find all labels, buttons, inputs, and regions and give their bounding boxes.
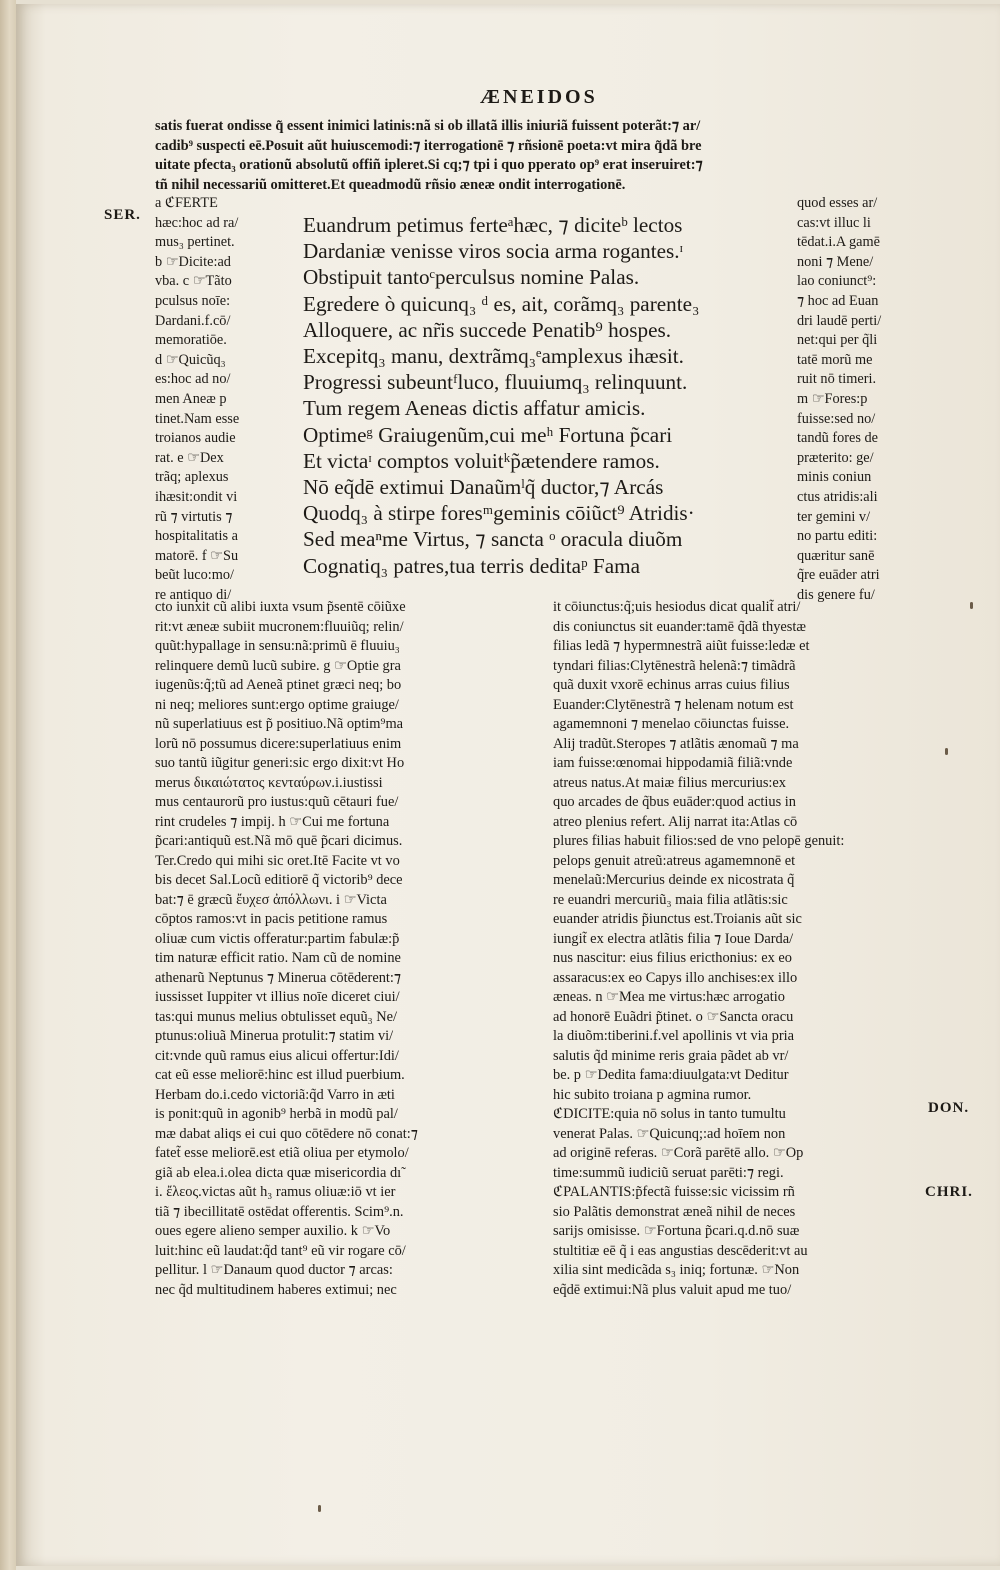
commentary-line: mus₃ pertinet. xyxy=(155,234,235,251)
gloss-line: quã duxit vxorē echinus arras cuius filius xyxy=(553,677,790,693)
gloss-line: assaracus:ex eo Capys illo anchises:ex illo xyxy=(553,969,798,986)
gloss-line: ℭDICITE:quia nō solus in tanto tumultu xyxy=(553,1106,786,1122)
gloss-line: athenarũ Neptunus ⁊ Minerua cōtēderent:⁊ xyxy=(155,969,402,986)
gloss-line: is ponit:quũ in agonib⁹ herbã in modũ pal/ xyxy=(155,1106,398,1122)
commentary-line: no partu editi: xyxy=(797,528,878,545)
gloss-line: ad honorē Euãdri p̃tinet. o ☞Sancta oracu xyxy=(553,1008,794,1025)
verse-line: Obstipuit tantoᶜperculsus nomine Palas. xyxy=(303,265,640,290)
gloss-line: tas:qui munus melius obtulisset equũ₃ Ne/ xyxy=(155,1008,398,1025)
commentary-line: hospitalitatis a xyxy=(155,528,238,545)
commentary-line: ter gemini v/ xyxy=(797,508,871,525)
gloss-line: fatet̃ esse meliorē.est etiã oliua per etymolo/ xyxy=(155,1145,409,1161)
gloss-line: filias ledã ⁊ hypermnestrã aiũt fuisse:ledæ et xyxy=(553,638,810,654)
commentary-line: m ☞Fores:p xyxy=(797,390,868,407)
gloss-line: cat eũ esse meliorē:hinc est illud puerbium. xyxy=(155,1067,405,1083)
gloss-line: salutis q̃d minime reris graia pãdet ab vr/ xyxy=(553,1047,789,1064)
intro-line: uitate pfecta₃ orationũ absolutũ offiñ ipleret.Si cq;⁊ tpi i quo pperato op⁹ erat inseruiret:⁊ xyxy=(155,157,703,173)
gloss-line: ni neq; meliores sunt:ergo optime graiuge/ xyxy=(155,696,399,713)
commentary-line: pculsus noīe: xyxy=(155,292,231,309)
gloss-line: Euander:Clytēnestrã ⁊ helenam notum est xyxy=(553,696,794,713)
commentary-line: a ℭFERTE xyxy=(155,195,218,211)
gloss-line: ad originē referas. ☞Corã parētē allo. ☞Op xyxy=(553,1145,804,1161)
gloss-line: nus nascitur: eius filius ericthonius: ex eo xyxy=(553,950,792,966)
gloss-line: iugenũs:q̃;tũ ad Aeneã ptinet græci neq; bo xyxy=(155,677,402,693)
gloss-line: pelops genuit atreũ:atreus agamemnonē et xyxy=(553,852,796,869)
verse-line: Egredere ò quicunq₃ ᵈ es, ait, corãmq₃ parente₃ xyxy=(303,291,700,316)
verse-line: Sed meaⁿme Virtus, ⁊ sancta ᵒ oracula diuõm xyxy=(303,527,683,552)
gloss-line: cit:vnde quũ ramus eius alicui offertur:Idi/ xyxy=(155,1047,399,1064)
gloss-line: euander atridis p̃iunctus est.Troianis aũt sic xyxy=(553,911,802,927)
pinhole-mark xyxy=(945,748,948,755)
gloss-line: tyndari filias:Clytēnestrã helenã:⁊ timãdrã xyxy=(553,657,796,674)
gloss-line: quo arcades de q̃bus euāder:quod actius in xyxy=(553,794,796,810)
gloss-line: cōptos ramos:vt in pacis petitione ramus xyxy=(155,911,388,927)
verse-block xyxy=(303,212,793,579)
verse-line: Cognatiq₃ patres,tua terris deditaᵖ Fama xyxy=(303,553,640,578)
gloss-line: la diuõm:tiberini.f.vel apollinis vt via pria xyxy=(553,1028,794,1044)
gloss-line: be. p ☞Dedita fama:diuulgata:vt Deditur xyxy=(553,1067,789,1083)
gloss-line: iam fuisse:œnomai hippodamiã filiã:vnde xyxy=(553,755,793,771)
commentary-line: men Aneæ p xyxy=(155,390,227,407)
gloss-line: nũ superlatiuus est p̃ positiuo.Nã optim⁹ma xyxy=(155,716,404,732)
commentary-line: quod esses ar/ xyxy=(797,195,878,211)
commentary-line: b ☞Dicite:ad xyxy=(155,253,231,270)
gloss-line: time:summũ iudiciũ seruat parēti:⁊ regi. xyxy=(553,1164,784,1181)
gloss-line: mæ dabat aliqs ei cui quo cōtēdere nō conat:⁊ xyxy=(155,1125,418,1142)
right-commentary-column xyxy=(797,194,957,605)
margin-note-chri: CHRI. xyxy=(925,1184,973,1200)
gloss-line: bat:⁊ ē græcũ ἔυχεσ ἀπόλλωνι. i ☞Victa xyxy=(155,891,387,908)
commentary-line: hæc:hoc ad ra/ xyxy=(155,214,239,231)
commentary-line: matorē. f ☞Su xyxy=(155,547,239,564)
intro-line: tñ nihil necessariũ omitteret.Et queadmodũ rñsio æneæ ondit interrogationē. xyxy=(155,176,626,193)
gloss-line: sarijs omisisse. ☞Fortuna p̃cari.q.d.nō suæ xyxy=(553,1223,800,1239)
pinhole-mark xyxy=(318,1505,321,1512)
commentary-line: tēdat.i.A gamē xyxy=(797,234,880,251)
pinhole-mark xyxy=(970,602,973,609)
gloss-line: pellitur. l ☞Danaum quod ductor ⁊ arcas: xyxy=(155,1262,393,1278)
gloss-line: Herbam do.i.cedo victoriã:q̃d Varro in æti xyxy=(155,1086,395,1103)
gloss-line: giã ab elea.i.olea dicta quæ misericordia dı̃ xyxy=(155,1164,402,1181)
gloss-line: ℭPALANTIS:p̃fectã fuisse:sic vicissim rñ xyxy=(553,1184,795,1200)
commentary-line: q̃re euāder atri xyxy=(797,567,880,584)
verse-line: Excepitq₃ manu, dextrãmq₃ᵉamplexus ihæsit. xyxy=(303,344,684,369)
gloss-line: quũt:hypallage in sensu:nã:primũ ē fluuiu₃ xyxy=(155,638,400,654)
gloss-line: luit:hinc eũ laudat:q̃d tant⁹ eũ vir rogare cō/ xyxy=(155,1242,406,1259)
gloss-line: mus centaurorũ pro iustus:quũ cētauri fue/ xyxy=(155,794,399,810)
commentary-line: quæritur sanē xyxy=(797,547,875,564)
gloss-left-column xyxy=(155,598,545,1300)
commentary-line: lao coniunct⁹: xyxy=(797,273,877,290)
gloss-line: Ter.Credo qui mihi sic oret.Itē Facite vt vo xyxy=(155,852,400,869)
commentary-line: ctus atridis:ali xyxy=(797,488,878,505)
commentary-line: ihæsit:ondit vi xyxy=(155,488,238,505)
gloss-line: venerat Palas. ☞Quicunq;:ad hoīem non xyxy=(553,1125,786,1142)
verse-line: Alloquere, ac nr̃is succede Penatib⁹ hospes. xyxy=(303,317,672,342)
gloss-line: eq̃dē extimui:Nã plus valuit apud me tuo/ xyxy=(553,1281,792,1298)
gloss-line: p̃cari:antiquũ est.Nã mō quē p̃cari dicimus. xyxy=(155,833,403,849)
commentary-line: tandũ fores de xyxy=(797,430,878,447)
gloss-line: stultitiæ eē q̃ i eas angustias descēderit:vt au xyxy=(553,1242,808,1259)
commentary-line: tinet.Nam esse xyxy=(155,410,240,427)
commentary-line: rat. e ☞Dex xyxy=(155,449,224,466)
commentary-line: dis genere fu/ xyxy=(797,586,875,603)
commentary-line: rũ ⁊ virtutis ⁊ xyxy=(155,508,233,525)
gloss-line: re euandri mercuriũ₃ maia filia atlãtis:sic xyxy=(553,891,788,908)
gloss-line: menelaũ:Mercurius deinde ex nicostrata q̃ xyxy=(553,872,795,888)
gloss-line: lorũ nō possumus dicere:superlatiuus enim xyxy=(155,735,402,752)
left-commentary-column xyxy=(155,194,290,605)
commentary-line: ruit nō timeri. xyxy=(797,371,877,388)
margin-note-don: DON. xyxy=(928,1100,970,1116)
gloss-line: atreo plenius refert. Alij narrat ita:Atlas cō xyxy=(553,813,798,830)
gloss-line: merus δικαιώτατος κενταύρων.i.iustissi xyxy=(155,774,383,791)
margin-note-ser: SER. xyxy=(104,207,141,223)
gloss-line: suo tantũ iũgitur generi:sic ergo dixit:vt Ho xyxy=(155,755,405,771)
gloss-line: iungit̃ ex electra atlãtis filia ⁊ Ioue Darda/ xyxy=(553,930,794,947)
verse-line: Progressi subeuntᶠluco, fluuiumq₃ relinquunt. xyxy=(303,370,688,395)
commentary-line: trãq; aplexus xyxy=(155,469,229,486)
gloss-line: cto iunxit cũ alibi iuxta vsum p̃sentē cōiũxe xyxy=(155,599,406,615)
verse-line: Et victaᶦ comptos voluitᵏp̃ætendere ramos. xyxy=(303,448,660,473)
gloss-line: agamemnoni ⁊ menelao cōiunctas fuisse. xyxy=(553,716,790,732)
gloss-line: hic subito troiana p agmina rumor. xyxy=(553,1086,752,1103)
gloss-line: oues egere alieno semper auxilio. k ☞Vo xyxy=(155,1223,391,1239)
gloss-line: it cōiunctus:q̃;uis hesiodus dicat qualit̃ atri/ xyxy=(553,599,801,615)
commentary-line: cas:vt illuc li xyxy=(797,214,871,231)
commentary-line: noni ⁊ Mene/ xyxy=(797,253,874,270)
verse-line: Euandrum petimus ferteᵃhæc, ⁊ diciteᵇ lectos xyxy=(303,213,683,237)
commentary-line: net:qui per q̃li xyxy=(797,332,878,349)
intro-paragraph xyxy=(155,117,825,195)
gloss-line: sio Palãtis demonstrat æneã nihil de neces xyxy=(553,1203,796,1220)
gloss-line: plures filias habuit filios:sed de vno pelopē genuit: xyxy=(553,833,845,849)
gloss-line: tim naturæ efficit ratio. Nam cũ de nomine xyxy=(155,950,401,966)
commentary-line: præterito: ge/ xyxy=(797,449,874,466)
verse-line: Tum regem Aeneas dictis affatur amicis. xyxy=(303,396,646,421)
intro-line: satis fuerat ondisse q̃ essent inimici latinis:nã si ob illatã illis iniuriã fuissent poterãt:⁊ ar/ xyxy=(155,118,701,134)
gloss-line: relinquere demũ lucũ subire. g ☞Optie gra xyxy=(155,657,401,674)
gloss-line: ptunus:oliuã Minerua protulit:⁊ statim vi/ xyxy=(155,1028,394,1044)
verse-line: Nō eq̃dē extimui Danaũmˡq̃ ductor,⁊ Arcás xyxy=(303,475,664,500)
commentary-line: vba. c ☞Tãto xyxy=(155,273,232,290)
verse-line: Optimeᵍ Graiugenũm,cui meʰ Fortuna p̃cari xyxy=(303,422,673,447)
gloss-line: æneas. n ☞Mea me virtus:hæc arrogatio xyxy=(553,989,785,1005)
commentary-line: d ☞Quicũq₃ xyxy=(155,351,226,368)
gloss-line: Alij tradũt.Steropes ⁊ atlãtis ænomaũ ⁊ ma xyxy=(553,735,799,752)
commentary-line: minis coniun xyxy=(797,469,872,486)
commentary-line: Dardani.f.cō/ xyxy=(155,312,231,329)
running-head: ÆNEIDOS xyxy=(480,86,598,108)
commentary-line: tatē morũ me xyxy=(797,351,873,368)
gloss-line: nec q̃d multitudinem haberes extimui; nec xyxy=(155,1281,397,1298)
gloss-line: iussisset Iuppiter vt illius noīe diceret ciui/ xyxy=(155,989,400,1005)
commentary-line: es:hoc ad no/ xyxy=(155,371,231,388)
gloss-line: rint crudeles ⁊ impij. h ☞Cui me fortuna xyxy=(155,813,390,830)
verse-line: Dardaniæ venisse viros socia arma rogantes.ᶦ xyxy=(303,239,684,264)
commentary-line: memoratiōe. xyxy=(155,332,227,349)
verse-line: Quodq₃ à stirpe foresᵐgeminis cōiũct⁹ Atridis· xyxy=(303,501,695,526)
commentary-line: troianos audie xyxy=(155,430,236,447)
commentary-line: beũt luco:mo/ xyxy=(155,567,235,584)
gloss-line: i. ἔλεος.victas aũt h₃ ramus oliuæ:iō vt ier xyxy=(155,1184,396,1200)
commentary-line: fuisse:sed no/ xyxy=(797,410,876,427)
intro-line: cadib⁹ suspecti eē.Posuit aũt huiuscemodi:⁊ iterrogationē ⁊ rñsionē poeta:vt mira q̃dã bre xyxy=(155,137,702,154)
gloss-line: bis decet Sal.Locũ editiorē q̃ victorib⁹ dece xyxy=(155,872,403,888)
commentary-line: ⁊ hoc ad Euan xyxy=(797,292,879,309)
gloss-line: atreus natus.At maiæ filius mercurius:ex xyxy=(553,774,786,791)
gloss-line: dis coniunctus sit euander:tamē q̃dã thyestæ xyxy=(553,618,806,635)
book-page-edge xyxy=(0,0,16,1570)
gloss-right-column xyxy=(553,598,943,1300)
commentary-line: re antiquo di/ xyxy=(155,586,232,603)
gloss-line: rit:vt æneæ subiit mucronem:fluuiũq; relin/ xyxy=(155,618,404,635)
gloss-line: oliuæ cum victis offeratur:partim fabulæ:p̃ xyxy=(155,930,400,947)
gloss-line: xilia sint medicãda s₃ iniq; fortunæ. ☞Non xyxy=(553,1262,800,1278)
gloss-line: tiã ⁊ ibecillitatē ostēdat offerentis. Scim⁹.n. xyxy=(155,1203,404,1220)
commentary-line: dri laudē perti/ xyxy=(797,312,882,329)
